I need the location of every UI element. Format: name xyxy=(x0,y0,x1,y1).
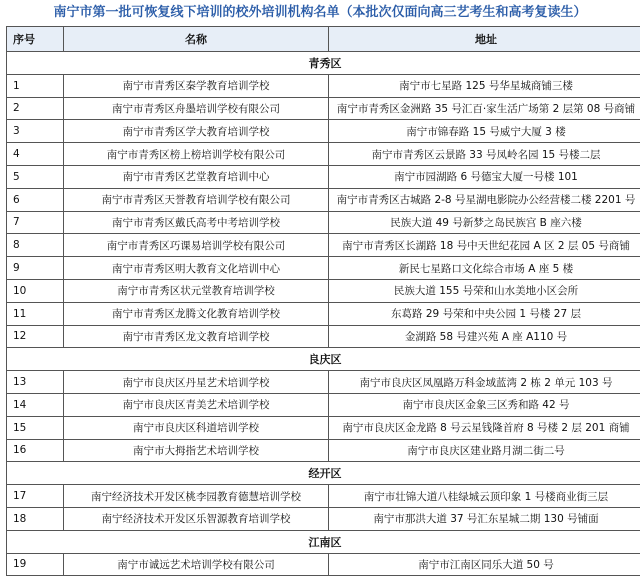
row-number: 9 xyxy=(7,257,64,280)
institution-name: 南宁市大拇指艺术培训学校 xyxy=(64,439,329,462)
table-row xyxy=(7,211,640,234)
institution-address: 南宁市江南区同乐大道 50 号 xyxy=(329,553,640,576)
institution-name: 南宁经济技术开发区乐智源教育培训学校 xyxy=(64,507,329,530)
table-row xyxy=(7,439,640,462)
institution-name: 南宁市青秀区状元堂教育培训学校 xyxy=(64,279,329,302)
institution-name: 南宁市良庆区科道培训学校 xyxy=(64,416,329,439)
district-heading: 良庆区 xyxy=(7,348,640,371)
institution-address: 南宁市青秀区云景路 33 号凤岭名园 15 号楼二层 xyxy=(329,143,640,166)
institution-address: 南宁市锦春路 15 号威宁大厦 3 楼 xyxy=(329,120,640,143)
table-row xyxy=(7,279,640,302)
table-body xyxy=(7,52,640,576)
table-row xyxy=(7,553,640,576)
table-row xyxy=(7,165,640,188)
table-row xyxy=(7,393,640,416)
institution-name: 南宁市青秀区天誉教育培训学校有限公司 xyxy=(64,188,329,211)
institution-address: 南宁市那洪大道 37 号汇东星城二期 130 号铺面 xyxy=(329,507,640,530)
district-section-row xyxy=(7,52,640,75)
row-number: 17 xyxy=(7,485,64,508)
header-no: 序号 xyxy=(7,27,64,52)
institution-address: 南宁市良庆区金象三区秀和路 42 号 xyxy=(329,393,640,416)
institution-name: 南宁市青秀区巧课易培训学校有限公司 xyxy=(64,234,329,257)
table-row xyxy=(7,325,640,348)
row-number: 12 xyxy=(7,325,64,348)
institution-address: 南宁市园湖路 6 号德宝大厦一号楼 101 xyxy=(329,165,640,188)
institution-address: 南宁市青秀区长湖路 18 号中天世纪花园 A 区 2 层 05 号商铺 xyxy=(329,234,640,257)
institution-name: 南宁市良庆区青美艺术培训学校 xyxy=(64,393,329,416)
document-title: 南宁市第一批可恢复线下培训的校外培训机构名单（本批次仅面向高三艺考生和高考复读生） xyxy=(53,5,587,20)
table-row xyxy=(7,234,640,257)
institution-name: 南宁市良庆区丹星艺术培训学校 xyxy=(64,371,329,394)
institution-name: 南宁市青秀区舟墨培训学校有限公司 xyxy=(64,97,329,120)
institution-address: 民族大道 155 号荣和山水美地小区会所 xyxy=(329,279,640,302)
district-section-row xyxy=(7,530,640,553)
row-number: 1 xyxy=(7,74,64,97)
institution-address: 新民七星路口文化综合市场 A 座 5 楼 xyxy=(329,257,640,280)
institution-name: 南宁市青秀区明大教育文化培训中心 xyxy=(64,257,329,280)
row-number: 18 xyxy=(7,507,64,530)
row-number: 2 xyxy=(7,97,64,120)
table-row xyxy=(7,188,640,211)
row-number: 8 xyxy=(7,234,64,257)
table-row xyxy=(7,120,640,143)
table-row xyxy=(7,74,640,97)
institution-name: 南宁市青秀区秦学教育培训学校 xyxy=(64,74,329,97)
row-number: 19 xyxy=(7,553,64,576)
row-number: 11 xyxy=(7,302,64,325)
district-heading: 青秀区 xyxy=(7,52,640,75)
district-section-row xyxy=(7,348,640,371)
institution-address: 南宁市壮锦大道八桂绿城云顶印象 1 号楼商业街三层 xyxy=(329,485,640,508)
institution-address: 南宁市良庆区凤凰路万科金域蓝湾 2 栋 2 单元 103 号 xyxy=(329,371,640,394)
table-row xyxy=(7,257,640,280)
institution-address: 金湖路 58 号建兴苑 A 座 A110 号 xyxy=(329,325,640,348)
row-number: 15 xyxy=(7,416,64,439)
row-number: 13 xyxy=(7,371,64,394)
institution-name: 南宁市青秀区龙腾文化教育培训学校 xyxy=(64,302,329,325)
institution-name: 南宁市青秀区龙文教育培训学校 xyxy=(64,325,329,348)
row-number: 7 xyxy=(7,211,64,234)
table-header-row xyxy=(7,27,640,52)
table-row xyxy=(7,371,640,394)
institution-address: 南宁市青秀区古城路 2-8 号星湖电影院办公经营楼二楼 2201 号 xyxy=(329,188,640,211)
district-heading: 经开区 xyxy=(7,462,640,485)
table-row xyxy=(7,302,640,325)
table-row xyxy=(7,97,640,120)
row-number: 10 xyxy=(7,279,64,302)
table-row xyxy=(7,485,640,508)
header-name: 名称 xyxy=(64,27,329,52)
institution-name: 南宁市青秀区榜上榜培训学校有限公司 xyxy=(64,143,329,166)
institution-address: 南宁市良庆区建业路月湖二街二号 xyxy=(329,439,640,462)
row-number: 16 xyxy=(7,439,64,462)
institution-name: 南宁经济技术开发区桃李园教育德慧培训学校 xyxy=(64,485,329,508)
table-row xyxy=(7,507,640,530)
institution-name: 南宁市青秀区戴氏高考中考培训学校 xyxy=(64,211,329,234)
institution-name: 南宁市诚远艺术培训学校有限公司 xyxy=(64,553,329,576)
row-number: 5 xyxy=(7,165,64,188)
institution-address: 民族大道 49 号新梦之岛民族宫 B 座六楼 xyxy=(329,211,640,234)
row-number: 6 xyxy=(7,188,64,211)
header-address: 地址 xyxy=(329,27,640,52)
institution-name: 南宁市青秀区艺堂教育培训中心 xyxy=(64,165,329,188)
table-row xyxy=(7,416,640,439)
institution-address: 东葛路 29 号荣和中央公园 1 号楼 27 层 xyxy=(329,302,640,325)
table-row xyxy=(7,143,640,166)
district-heading: 江南区 xyxy=(7,530,640,553)
district-section-row xyxy=(7,462,640,485)
row-number: 14 xyxy=(7,393,64,416)
institution-address: 南宁市良庆区金龙路 8 号云星钱隆首府 8 号楼 2 层 201 商铺 xyxy=(329,416,640,439)
institution-table xyxy=(6,26,640,576)
row-number: 3 xyxy=(7,120,64,143)
institution-address: 南宁市七星路 125 号华星城商铺三楼 xyxy=(329,74,640,97)
institution-address: 南宁市青秀区金洲路 35 号汇百·家生活广场第 2 层第 08 号商铺 xyxy=(329,97,640,120)
institution-name: 南宁市青秀区学大教育培训学校 xyxy=(64,120,329,143)
row-number: 4 xyxy=(7,143,64,166)
